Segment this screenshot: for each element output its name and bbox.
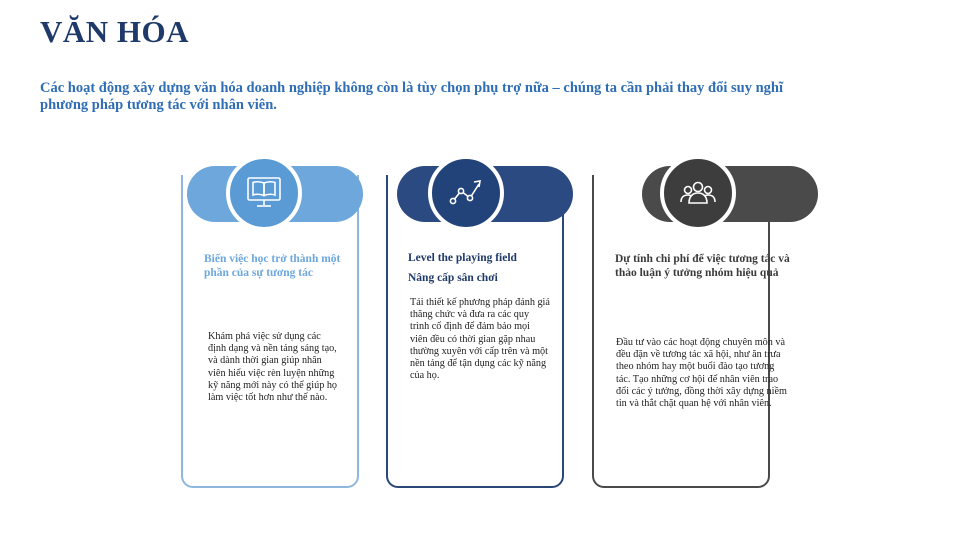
card-playing-field-subheading: Nâng cấp sân chơi [408,272,498,284]
page-subtitle: Các hoạt động xây dựng văn hóa doanh nghiệp không còn là tùy chọn phụ trợ nữa – chúng ta cần phải thay đổi suy nghĩ phương pháp tương tác với nhân viên. [40,80,784,113]
card-learning-icon-badge [226,155,302,231]
card-team-interaction-icon-badge [660,155,736,231]
page-title: VĂN HÓA [40,14,190,49]
people-group-icon [676,171,720,215]
card-playing-field-icon-badge [428,155,504,231]
growth-chart-icon [444,171,488,215]
card-playing-field-body: Tái thiết kế phương pháp đánh giá thăng chức và đưa ra các quy trình cố định để đảm bảo mọi viên đều có thời gian gặp nhau thường xuyên với cấp trên và một nền tảng để tận dụng các kỹ năng của họ. [410,297,550,382]
card-learning-heading: Biến việc học trở thành một phần của sự tương tác [204,253,341,279]
monitor-book-icon [242,171,286,215]
card-team-interaction-heading: Dự tính chi phí để việc tương tác và thảo luận ý tưởng nhóm hiệu quả [615,253,790,279]
card-team-interaction-body: Đầu tư vào các hoạt động chuyên môn và đều đặn về tương tác xã hội, như ăn trưa theo nhóm hay một buổi đào tạo tương tác. Tạo những cơ hội để nhân viên trao đổi các ý tưởng, đồng thời xây dựng niềm tin và thắt chặt quan hệ với nhân viên. [616,337,787,410]
card-learning-body: Khám phá việc sử dụng các định dạng và nền tảng sáng tạo, và dành thời gian giúp nhân viên hiểu việc rèn luyện những kỹ năng mới này có thể giúp họ làm việc tốt hơn như thế nào. [208,331,338,404]
card-playing-field-heading: Level the playing field [408,252,517,264]
